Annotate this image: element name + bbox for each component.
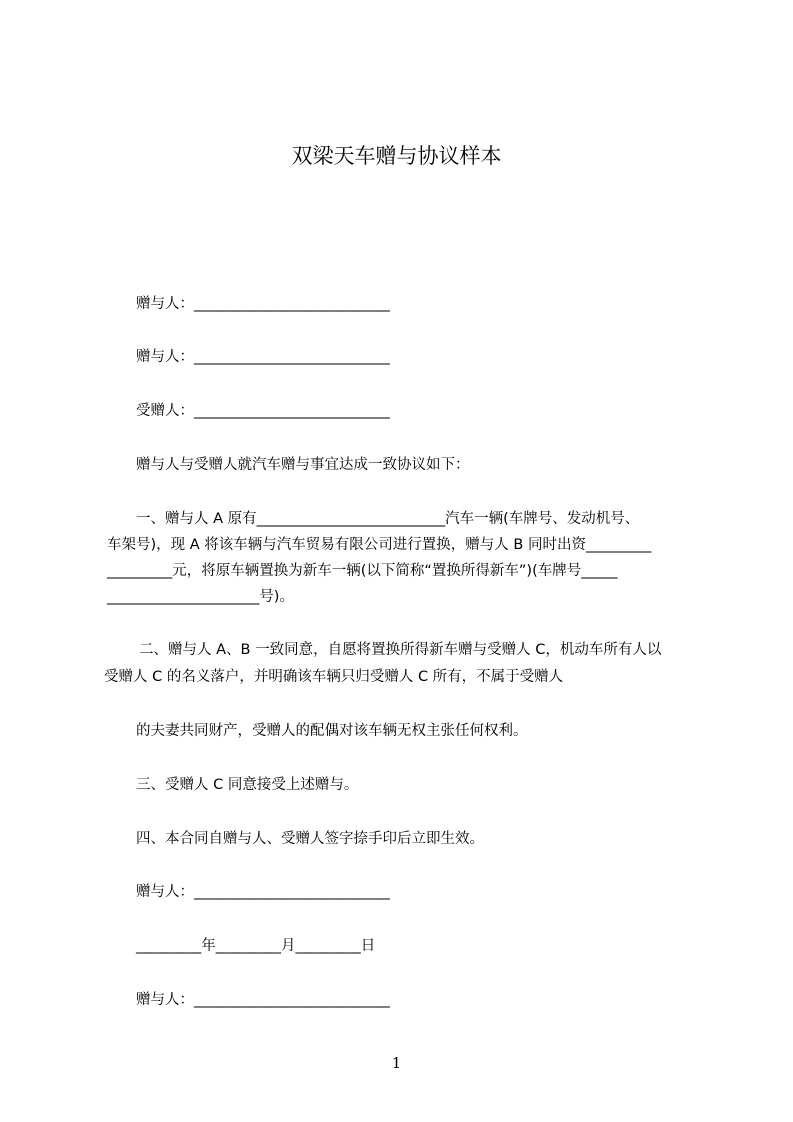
clause-1-line-2: 车架号)，现 A 将该车辆与汽车贸易有限公司进行置换，赠与人 B 同时出资_________ — [107, 537, 652, 553]
donor-signature-line-3: 赠与人：___________________________ — [136, 884, 390, 900]
clause-2-line-1: 二、赠与人 A、B 一致同意，自愿将置换所得新车赠与受赠人 C，机动车所有人以 — [139, 642, 662, 658]
document-title: 双梁天车赠与协议样本 — [291, 144, 502, 168]
clause-4: 四、本合同自赠与人、受赠人签字捺手印后立即生效。 — [136, 831, 484, 847]
donor-signature-line-4: 赠与人：___________________________ — [136, 992, 390, 1008]
donee-signature-line: 受赠人：___________________________ — [136, 403, 390, 419]
clause-1-line-1: 一、赠与人 A 原有__________________________汽车一辆(车牌号、发动机号、 — [136, 511, 640, 527]
page-number: 1 — [391, 1054, 402, 1072]
date-line: _________年_________月_________日 — [136, 938, 376, 954]
clause-3: 三、受赠人 C 同意接受上述赠与。 — [136, 777, 359, 793]
agreement-intro: 赠与人与受赠人就汽车赠与事宜达成一致协议如下： — [136, 457, 470, 473]
clause-2-line-3: 的夫妻共同财产，受赠人的配偶对该车辆无权主张任何权利。 — [136, 723, 528, 739]
donor-signature-line-1: 赠与人：___________________________ — [136, 296, 390, 312]
clause-1-line-4: _____________________号)。 — [107, 589, 294, 605]
clause-2-line-2: 受赠人 C 的名义落户，并明确该车辆只归受赠人 C 所有，不属于受赠人 — [104, 669, 564, 685]
clause-1-line-3: _________元，将原车辆置换为新车一辆(以下简称“置换所得新车”)(车牌号_____ — [107, 563, 618, 579]
donor-signature-line-2: 赠与人：___________________________ — [136, 349, 390, 365]
